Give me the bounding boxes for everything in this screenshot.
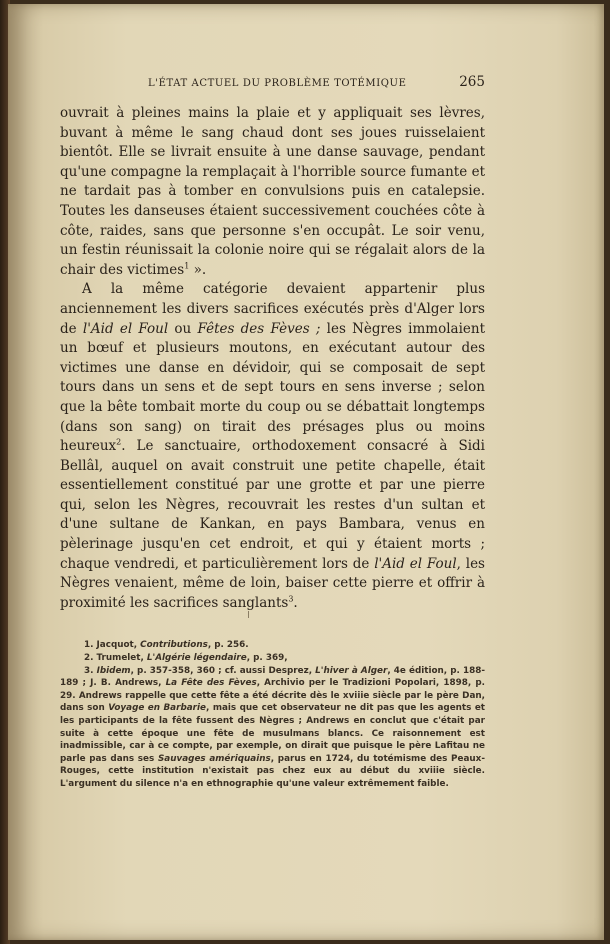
italic-text: L'hiver à Alger bbox=[315, 665, 388, 676]
italic-text: Ibidem bbox=[96, 665, 131, 676]
text-block bbox=[60, 74, 485, 791]
text-run: . bbox=[293, 594, 298, 611]
text-run: , les Nègres venaient, même de loin, baiser cette pierre et offrir à proximité les sacrifices sanglants bbox=[60, 555, 485, 611]
text-run: , 4e édition, p. 188-189 ; J. B. Andrews, bbox=[60, 665, 485, 689]
text-run: les Nègres immolaient un bœuf et plusieurs moutons, en exécutant autour des victimes une danse en dévidoir, qui se composait de sept tours dans un sens et de sept tours en sens inverse ; selon que la bête tombait morte du coup ou se débattait longtemps (dans son sang) on tirait des présages plus ou moins heureux bbox=[60, 320, 485, 455]
paragraph-2 bbox=[60, 280, 485, 613]
footnote-3 bbox=[60, 665, 485, 791]
text-run: , parus en 1724, du totémisme des Peaux-Rouges, cette institution n'existait pas chez eux au début du xviiie siècle. L'argument du silence n'a en ethnographie qu'une valeur extrêmement faible. bbox=[60, 753, 485, 789]
printer-mark bbox=[248, 611, 249, 618]
text-run: 3. bbox=[84, 665, 97, 676]
footnote-marker: 2 bbox=[116, 437, 122, 447]
italic-text: l'Aid el Foul bbox=[374, 555, 457, 572]
footnote-2 bbox=[60, 652, 485, 665]
footnote-marker: 3 bbox=[288, 594, 294, 604]
text-run: , Archivio per le Tradizioni Popolari, 1898, p. 29. Andrews rappelle que cette fête a été décrite dès le xviiie siècle par le père Dan, dans son bbox=[60, 678, 485, 714]
running-head bbox=[148, 74, 485, 90]
italic-text: l'Aid el Foul bbox=[82, 320, 169, 337]
page-number: 265 bbox=[459, 74, 485, 90]
paragraph-1 bbox=[60, 104, 485, 280]
footnotes bbox=[60, 639, 485, 790]
text-run: 2. Trumelet, bbox=[84, 653, 147, 664]
running-title: L'ÉTAT ACTUEL DU PROBLÈME TOTÉMIQUE bbox=[148, 78, 407, 89]
text-run: , p. 369, bbox=[246, 653, 288, 664]
italic-text: Voyage en Barbarie bbox=[108, 703, 207, 714]
text-run: 1. Jacquot, bbox=[84, 640, 141, 651]
text-run: . Le sanctuaire, orthodoxement consacré à Sidi Bellâl, auquel on avait construit une petite chapelle, était essentiellement constitué par une grotte et par une pierre qui, selon les Nègres, recouvrait les restes d'un sultan et d'une sultane de Kankan, en pays Bambara, venus en pèlerinage jusqu'en cet endroit, et qui y étaient morts ; chaque vendredi, et particulièrement lors de bbox=[60, 438, 485, 572]
text-run: ». bbox=[189, 261, 207, 278]
book-page bbox=[8, 4, 604, 940]
text-run: , p. 357-358, 360 ; cf. aussi Desprez, bbox=[130, 665, 316, 676]
text-run: A la même catégorie devaient appartenir plus anciennement les divers sacrifices exécutés près d'Alger lors de bbox=[60, 281, 485, 337]
footnote-marker: 1 bbox=[184, 261, 190, 271]
footnote-1 bbox=[60, 639, 485, 652]
text-run: ouvrait à pleines mains la plaie et y appliquait ses lèvres, buvant à même le sang chaud dont ses joues ruisselaient bientôt. Elle se livrait ensuite à une danse sauvage, pendant qu'une compagne la remplaçait à l'horrible source fumante et ne tardait pas à tomber en convulsions puis en catalepsie. Toutes les danseuses étaient successivement couchées côte à côte, raides, sans que personne s'en occupât. Le soir venu, un festin réunissait la colonie noire qui se régalait alors de la chair des victimes bbox=[60, 105, 485, 278]
text-run: , p. 256. bbox=[207, 640, 249, 651]
italic-text: Sauvages amériquains bbox=[157, 753, 271, 764]
italic-text: La Fête des Fèves bbox=[165, 678, 257, 689]
italic-text: Fêtes des Fèves ; bbox=[197, 320, 321, 337]
italic-text: Contributions bbox=[140, 640, 208, 651]
text-run: , mais que cet observateur ne dit pas que les agents et les participants de la fête fussent des Nègres ; Andrews en conclut que c'était par suite à cette époque une fête de musulmans blancs. Ce raisonnement est inadmissible, car à ce compte, par exemple, on dirait que puisque le père Lafitau ne parle pas dans ses bbox=[60, 703, 485, 764]
text-run: ou bbox=[168, 320, 198, 337]
italic-text: L'Algérie légendaire bbox=[146, 653, 247, 664]
